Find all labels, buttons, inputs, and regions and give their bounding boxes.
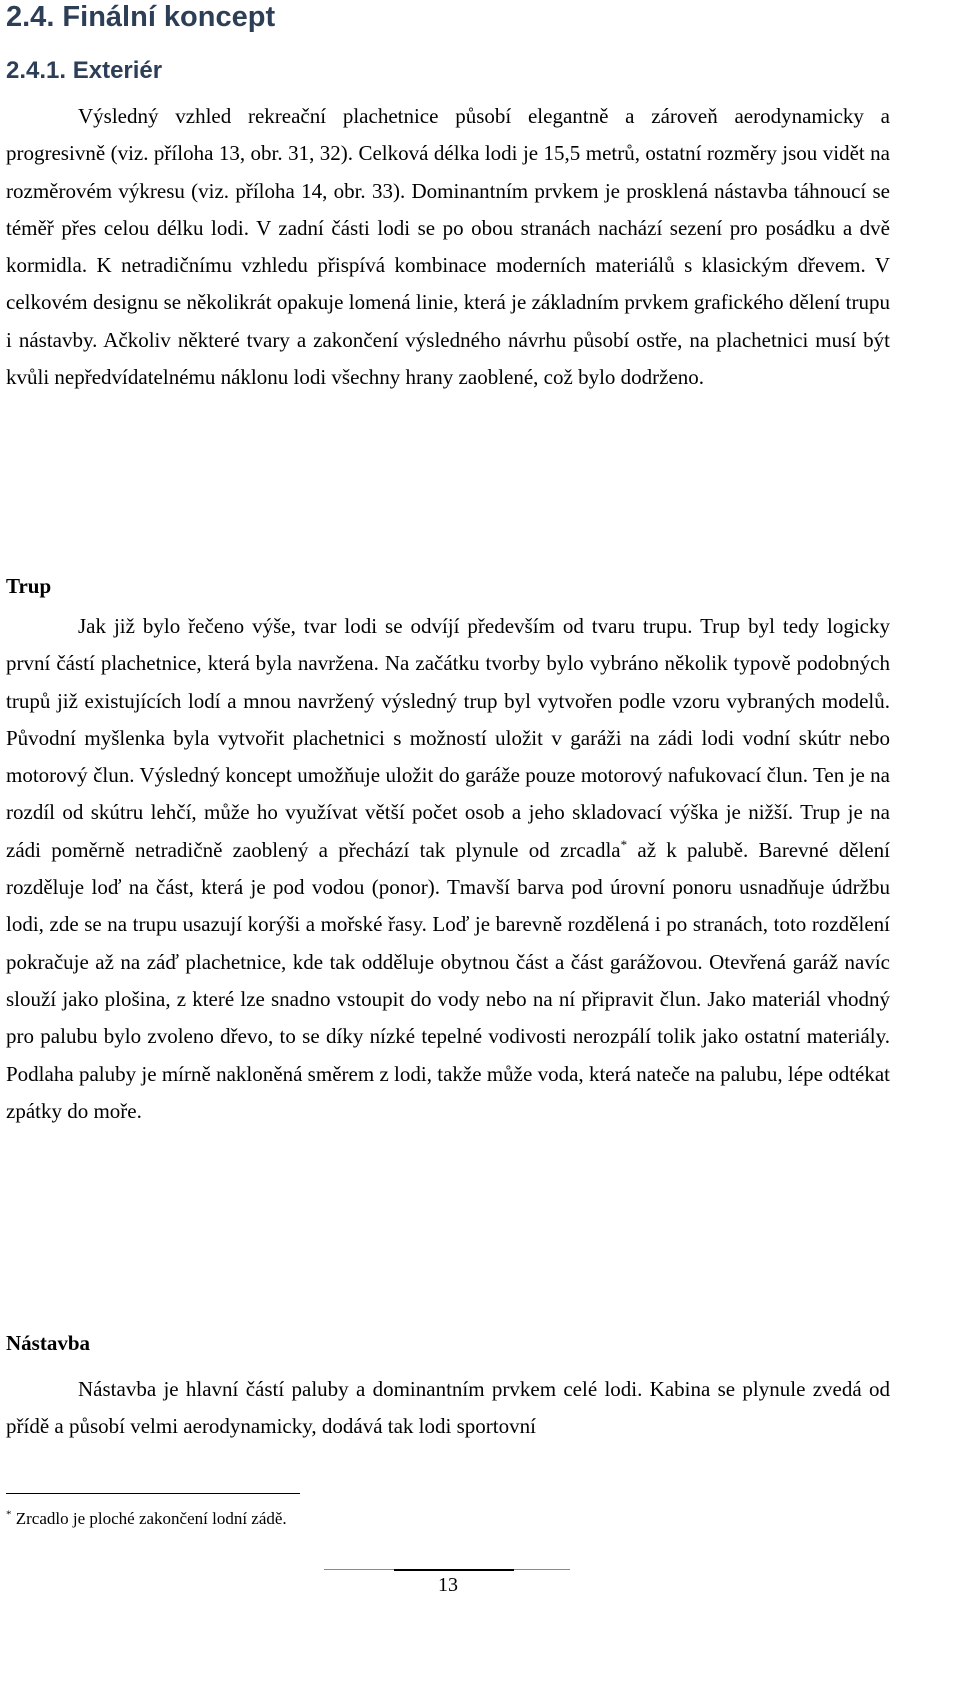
chapter-title: 2.4. Finální koncept xyxy=(6,1,276,33)
section-title: 2.4.1. Exteriér xyxy=(6,57,163,84)
subheading-nastavba: Nástavba xyxy=(6,1331,91,1355)
footnote-divider xyxy=(6,1493,300,1494)
paragraph-trup-part-2: až k palubě. Barevné dělení rozděluje loď na část, která je pod vodou (ponor). Tmavší barva pod úrovní ponoru usnadňuje údržbu lodi, zde se na trupu usazují korýši a mořské řasy. Loď je barevně rozdělená i po stranách, toto rozdělení pokračuje až na záď plachetnice, kde tak odděluje obytnou část a část garážovou. Otevřená garáž navíc slouží jako plošina, z které lze snadno vstoupit do vody nebo na ní připravit člun. Jako materiál vhodný pro palubu bylo zvoleno dřevo, to se díky nízké tepelné vodivosti nerozpálí tolik jako ostatní materiály. Podlaha paluby je mírně nakloněná směrem z lodi, takže může voda, která nateče na palubu, lépe odtékat zpátky do moře. xyxy=(6,837,891,1123)
paragraph-intro: Výsledný vzhled rekreační plachetnice působí elegantně a zároveň aerodynamicky a progresivně (viz. příloha 13, obr. 31, 32). Celková délka lodi je 15,5 metrů, ostatní rozměry jsou vidět na rozměrovém výkresu (viz. příloha 14, obr. 33). Dominantním prvkem je prosklená nástavba táhnoucí se téměř přes celou délku lodi. V zadní části lodi se po obou stranách nachází sezení pro posádku a dvě kormidla. K netradičnímu vzhledu přispívá kombinace moderních materiálů s klasickým dřevem. V celkovém designu se několikrát opakuje lomená linie, která je základním prvkem grafického dělení trupu i nástavby. Ačkoliv některé tvary a zakončení výsledného návrhu působí ostře, na plachetnici musí být kvůli nepředvídatelnému náklonu lodi všechny hrany zaoblené, což bylo dodrženo. xyxy=(6,104,890,390)
paragraph-trup-part-1: Jak již bylo řečeno výše, tvar lodi se odvíjí především od tvaru trupu. Trup byl tedy logicky první částí plachetnice, která byla navržena. Na začátku tvorby bylo vybráno několik typově podobných trupů již existujících lodí a mnou navržený výsledný trup byl vytvořen podle vzoru vybraných modelů. Původní myšlenka byla vytvořit plachetnici s možností uložit v garáži na zádi lodi vodní skútr nebo motorový člun. Výsledný koncept umožňuje uložit do garáže pouze motorový nafukovací člun. Ten je na rozdíl od skútru lehčí, může ho využívat větší počet osob a jeho skladovací výška je nižší. Trup je na zádi poměrně netradičně zaoblený a přechází tak plynule od zrcadla xyxy=(6,614,890,862)
footnote xyxy=(6,1508,287,1530)
footnote-marker: * xyxy=(6,1508,12,1521)
subheading-trup: Trup xyxy=(6,574,52,598)
page-number: 13 xyxy=(438,1574,458,1596)
footnote-text: Zrcadlo je ploché zakončení lodní zádě. xyxy=(11,1509,287,1528)
paragraph-nastavba: Nástavba je hlavní částí paluby a dominantním prvkem celé lodi. Kabina se plynule zvedá od přídě a působí velmi aerodynamicky, dodává tak lodi sportovní xyxy=(6,1377,890,1439)
footnote-reference: * xyxy=(620,836,628,852)
paragraph-trup xyxy=(6,608,890,1130)
